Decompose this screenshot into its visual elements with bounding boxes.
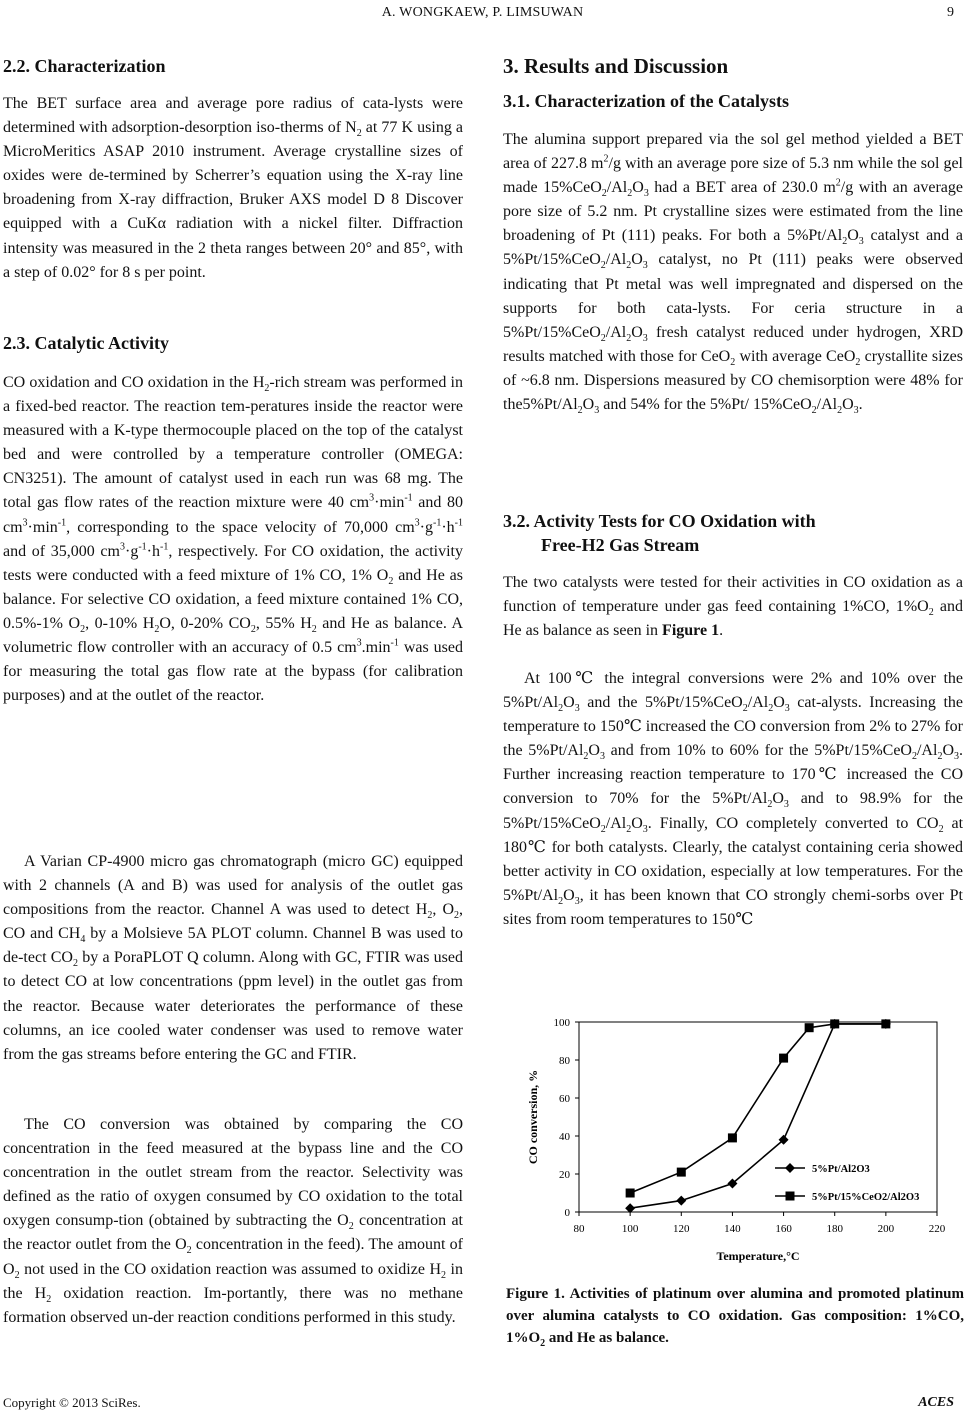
paragraph-activity-tests-2: At 100℃ the integral conversions were 2% and 10% over the $5\%Pt/Al_2O_3$ and the $5\%Pt/15\%CeO_2/Al_2O_3$ cat-alysts. Increasing the temperature to 150℃ increased the CO conversion from 2% to 27% for the $5\%Pt/Al_2O_3$ and from 10% to 60% for the $5\%Pt/15\%CeO_2/Al_2O_3$. Further increasing reaction temperature to 170℃ increased the CO conversion to 70% for the $5\%Pt/Al_2O_3$ and to 98.9% for the $5\%Pt/15\%CeO_2/Al_2O_3$. Finally, CO completely converted to $CO_2$ at 180℃ for both catalysts. Clearly, the catalyst containing ceria showed better activity in CO oxidation, especially at low temperatures. For the $5\%Pt/Al_2O_3$, it has been known that CO strongly chemi-sorbs over Pt sites from room temperatures to 150℃ xyxy=(503,670,964,928)
legend-marker-1 xyxy=(785,1163,795,1173)
y-axis-label: CO conversion, % xyxy=(526,1069,540,1165)
x-tick-label: 120 xyxy=(673,1223,690,1235)
data-point-series-2 xyxy=(728,1133,737,1142)
paragraph-characterization-catalysts: The alumina support prepared via the sol gel method yielded a BET area of 227.8 $m^2/g$ with an average pore size of 5.3 nm while the sol gel made $15\%CeO_2/Al_2O_3$ had a BET area of 230.0 $m^2/g$ with an average pore size of 5.2 nm. Pt crystalline sizes were estimated from the line broadening of Pt (111) peaks. For both a $5\%Pt/Al_2O_3$ catalyst and a $5\%Pt/15\%CeO_2/Al_2O_3$ catalyst, no Pt (111) peaks were observed indicating that Pt metal was well impregnated and dispersed on the supports for both cata-lysts. For ceria structure in a $5\%Pt/15\%CeO_2/Al_2O_3$ fresh catalyst reduced under hydrogen, XRD results matched with those for CeO$_2$ with average CeO$_2$ crystallite sizes of ~6.8 nm. Dispersions measured by CO chemisorption were 48% for $the5\%Pt/Al_2O_3$ and 54% for the 5%Pt/ $15\%CeO_2/Al_2O_3$. xyxy=(503,131,964,417)
x-tick-label: 80 xyxy=(573,1223,585,1235)
x-tick-label: 100 xyxy=(621,1223,639,1235)
plot-area-frame xyxy=(579,1022,937,1212)
section-title-characterization-catalysts: 3.1. Characterization of the Catalysts xyxy=(503,91,789,111)
y-tick-label: 20 xyxy=(559,1169,570,1181)
paragraph-catalytic-activity-2: A Varian CP-4900 micro gas chromatograph (micro GC) equipped with 2 channels (A and B) was used for analysis of the outlet gas compositions from the reactor. Channel A was used to detect $H_2$, $O_2$, CO and $CH_4$ by a Molsieve 5A PLOT column. Channel B was used to de-tect $CO_2$ by a PoraPLOT Q column. Along with GC, FTIR was used to detect CO at low concentrations (ppm level) in the outlet gas from the reactor. Because water deteriorates the performance of these columns, an ice cooled water condenser was used to remove water from the gas streams before entering the GC and FTIR. xyxy=(3,853,464,1063)
copyright-footer: Copyright © 2013 SciRes. xyxy=(3,1395,141,1410)
legend-marker-2 xyxy=(786,1192,795,1201)
journal-footer: ACES xyxy=(918,1395,954,1410)
x-tick-label: 180 xyxy=(826,1223,843,1235)
figure-caption: Figure 1. Activities of platinum over alumina and promoted platinum over alumina catalysts to CO oxidation. Gas composition: 1%CO, $1\%O_2$ and He as balance. xyxy=(506,1286,964,1349)
co-conversion-chart xyxy=(505,1015,965,1265)
x-tick-label: 200 xyxy=(877,1223,895,1235)
x-tick-label: 140 xyxy=(724,1223,741,1235)
running-header-authors: A. WONGKAEW, P. LIMSUWAN xyxy=(381,5,584,20)
series-line-1 xyxy=(630,1024,886,1208)
data-point-series-2 xyxy=(779,1054,788,1063)
paragraph-activity-tests-1: The two catalysts were tested for their activities in CO oxidation as a function of temperature under gas feed containing 1%CO, $1\%O_2$ and He as balance as seen in Figure 1. xyxy=(503,574,963,640)
section-title-results: 3. Results and Discussion xyxy=(503,54,729,78)
legend-label-1: 5%Pt/Al2O3 xyxy=(812,1164,870,1175)
y-tick-label: 60 xyxy=(559,1093,570,1105)
y-tick-label: 80 xyxy=(559,1055,570,1067)
x-tick-label: 160 xyxy=(775,1223,792,1235)
data-point-series-2 xyxy=(830,1019,839,1028)
section-title-catalytic-activity: 2.3. Catalytic Activity xyxy=(3,333,169,353)
legend-label-2: 5%Pt/15%CeO2/Al2O3 xyxy=(812,1192,920,1203)
y-tick-label: 0 xyxy=(564,1207,570,1219)
paragraph-catalytic-activity-3: The CO conversion was obtained by comparing the CO concentration in the feed measured at the bypass line and the CO concentration in the outlet stream from the reactor. Selectivity was defined as the ratio of oxygen consumed by CO oxidation to the total oxygen consump-tion (obtained by subtracting the $O_2$ concentration at the reactor outlet from the $O_2$ concentration in the feed). The amount of $O_2$ not used in the CO oxidation reaction was assumed to oxidize $H_2$ in the $H_2$ oxidation reaction. Im-portantly, there was no methane formation observed un-der reaction conditions performed in this study. xyxy=(3,1116,464,1326)
section-title-characterization: 2.2. Characterization xyxy=(3,56,166,76)
paragraph-catalytic-activity-1: CO oxidation and CO oxidation in the $H_2$-rich stream was performed in a fixed-bed reactor. The reaction tem-peratures inside the reactor were measured with a K-type thermocouple placed on the top of the catalyst bed and were controlled by a temperature controller (OMEGA: CN3251). The amount of catalyst used in each run was 68 mg. The total gas flow rates of the reaction mixture were 40 $cm^3\cdot\min^{-1}$ and 80 $cm^3\cdot\min^{-1}$, corresponding to the space velocity of 70,000 $cm^3\cdot g^{-1}\cdot h^{-1}$ and of 35,000 $cm^3\cdot g^{-1}\cdot h^{-1}$, respectively. For CO oxidation, the activity tests were conducted with a feed mixture of 1% CO, 1% $O_2$ and He as balance. For selective CO oxidation, a feed mixture contained 1% CO, 0.5%-1% $O_2$, 0-10% $H_2O$, 0-20% $CO_2$, 55% $H_2$ and He as balance. A volumetric flow controller with an accuracy of 0.5 $cm^3.\min^{-1}$ was used for measuring the total gas flow rate at the bypass (for calibration purposes) and at the outlet of the reactor. xyxy=(3,374,464,705)
data-point-series-2 xyxy=(626,1189,635,1198)
data-point-series-2 xyxy=(805,1023,814,1032)
y-tick-label: 40 xyxy=(559,1131,570,1143)
section-title-activity-tests: 3.2. Activity Tests for CO Oxidation with xyxy=(503,511,816,531)
paragraph-characterization: The BET surface area and average pore radius of cata-lysts were determined with adsorption-desorption iso-therms of $N_2$ at 77 K using a MicroMeritics ASAP 2010 instrument. Average crystalline sizes of oxides were de-termined by Scherrer’s equation using the X-ray line broadening from X-ray diffraction, Bruker AXS model D 8 Discover equipped with a CuKα radiation with a nickel filter. Diffraction intensity was measured in the 2 theta ranges between 20° and 85°, with a step of 0.02° for 8 s per point. xyxy=(3,95,464,281)
x-axis-label: Temperature,°C xyxy=(716,1249,800,1263)
page-number: 9 xyxy=(947,5,954,20)
data-point-series-2 xyxy=(881,1019,890,1028)
y-tick-label: 100 xyxy=(553,1017,570,1029)
data-point-series-1 xyxy=(676,1196,686,1206)
x-tick-label: 220 xyxy=(928,1223,946,1235)
data-point-series-2 xyxy=(677,1168,686,1177)
section-title-activity-tests-line2: Free-H2 Gas Stream xyxy=(541,535,700,555)
